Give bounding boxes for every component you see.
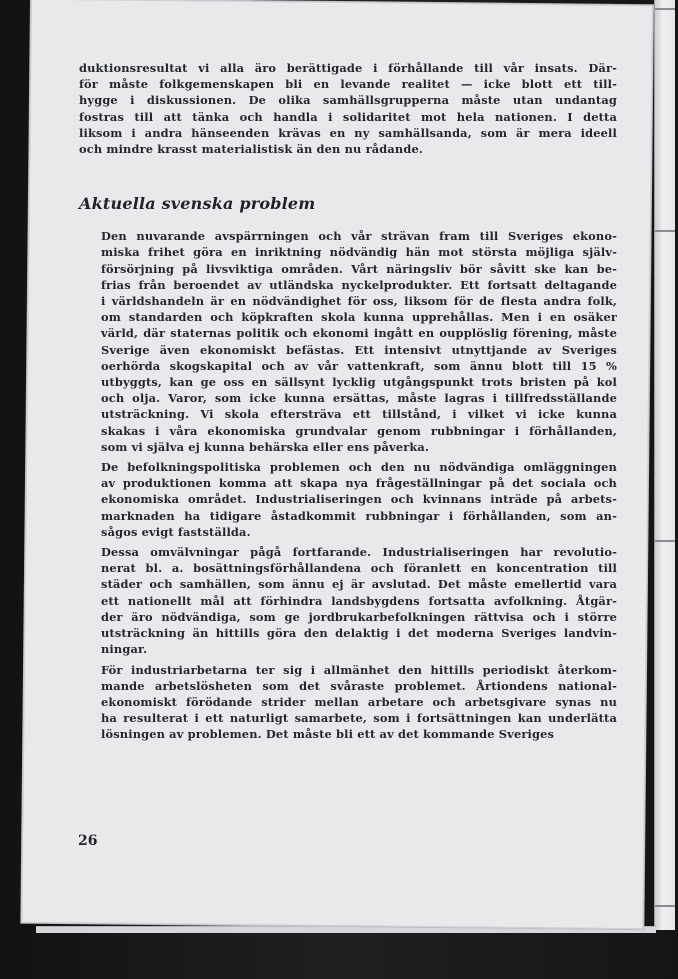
text-line: sågos evigt fastställda. (101, 524, 251, 539)
next-page-edge (654, 0, 675, 930)
paragraph-intro (79, 60, 617, 157)
text-line: skakas i våra ekonomiska grundvalar genom rubbningar i förhållanden, (101, 423, 617, 438)
text-line: lösningen av problemen. Det måste bli ett av det kommande Sveriges (101, 727, 555, 742)
text-line: För industriarbetarna ter sig i allmänhet den hittills periodiskt återkom- (101, 662, 617, 677)
text-line: ha resulterat i ett naturligt samarbete, som i fortsättningen kan underlätta (101, 711, 617, 726)
text-line: ekonomiskt förödande strider mellan arbetare och arbetsgivare synas nu (101, 694, 617, 709)
paragraph-industrialisation (79, 544, 617, 657)
text-line: av produktionen komma att skapa nya frågeställningar på det sociala och (101, 476, 617, 491)
text-line: och mindre krasst materialistisk än den nu rådande. (79, 142, 423, 157)
text-line: miska frihet göra en inriktning nödvändig hän mot största möjliga själv- (101, 245, 617, 260)
page-text (79, 60, 617, 743)
paragraph-self-sufficiency (79, 228, 617, 455)
text-line: som vi själva ej kunna behärska eller ens påverka. (101, 439, 430, 454)
text-line: marknaden ha tidigare åstadkommit rubbningar i förhållanden, som an- (101, 508, 617, 523)
text-line: ningar. (101, 642, 148, 657)
text-line: om standarden och köpkraften skola kunna upprehållas. Men i en osäker (101, 310, 617, 325)
text-line: fostras till att tänka och handla i solidaritet mot hela nationen. I detta (79, 109, 617, 124)
text-line: ett nationellt mål att förhindra landsbygdens fortsatta avfolkning. Åtgär- (101, 593, 617, 608)
paragraph-industrial-workers (79, 662, 617, 743)
text-line: värld, där staternas politik och ekonomi ingått en oupplöslig förening, måste (101, 326, 617, 341)
text-line: mande arbetslösheten som det svåraste problemet. Årtiondens national- (101, 678, 617, 693)
text-line: försörjning på livsviktiga områden. Vårt näringsliv bör såvitt ske kan be- (101, 261, 617, 276)
text-line: De befolkningspolitiska problemen och den nu nödvändiga omläggningen (101, 460, 617, 475)
text-line: frias från beroendet av utländska nyckelprodukter. Ett fortsatt deltagande (101, 277, 617, 292)
text-line: nerat bl. a. bosättningsförhållandena och föranlett en koncentration till (101, 561, 617, 576)
text-line: ekonomiska området. Industrialiseringen och kvinnans inträde på arbets- (101, 492, 617, 507)
paragraph-population-policy (79, 459, 617, 540)
text-line: utsträckning. Vi skola eftersträva ett tillstånd, i vilket vi icke kunna (101, 407, 617, 422)
page-number: 26 (78, 833, 98, 849)
text-line: liksom i andra hänseenden krävas en ny samhällsanda, som är mera ideell (79, 125, 617, 140)
text-line: städer och samhällen, som ännu ej är avslutad. Det måste emellertid vara (101, 577, 617, 592)
text-line: Den nuvarande avspärrningen och vår strävan fram till Sveriges ekono- (101, 229, 617, 244)
text-line: Dessa omvälvningar pågå fortfarande. Industrialiseringen har revolutio- (101, 545, 617, 560)
text-line: der äro nödvändiga, som ge jordbrukarbefolkningen rättvisa och i större (101, 609, 617, 624)
text-line: Sverige även ekonomiskt befästas. Ett intensivt utnyttjande av Sveriges (101, 342, 617, 357)
text-line: i världshandeln är en nödvändighet för oss, liksom för de flesta andra folk, (101, 294, 617, 309)
text-line: och olja. Varor, som icke kunna ersättas, måste lagras i tillfredsställande (101, 391, 617, 406)
text-line: för måste folkgemenskapen bli en levande realitet — icke blott ett till- (79, 77, 617, 92)
section-heading: Aktuella svenska problem (79, 194, 316, 214)
text-line: utsträckning än hittills göra den delaktig i det moderna Sveriges landvin- (101, 626, 617, 641)
text-line: hygge i diskussionen. De olika samhällsgrupperna måste utan undantag (79, 93, 617, 108)
text-line: duktionsresultat vi alla äro berättigade i förhållande till vår insats. Där- (79, 61, 617, 75)
text-line: utbyggts, kan ge oss en sällsynt lycklig utgångspunkt trots bristen på kol (101, 375, 617, 390)
text-line: oerhörda skogskapital och av vår vattenkraft, som ännu blott till 15 % (101, 358, 617, 373)
